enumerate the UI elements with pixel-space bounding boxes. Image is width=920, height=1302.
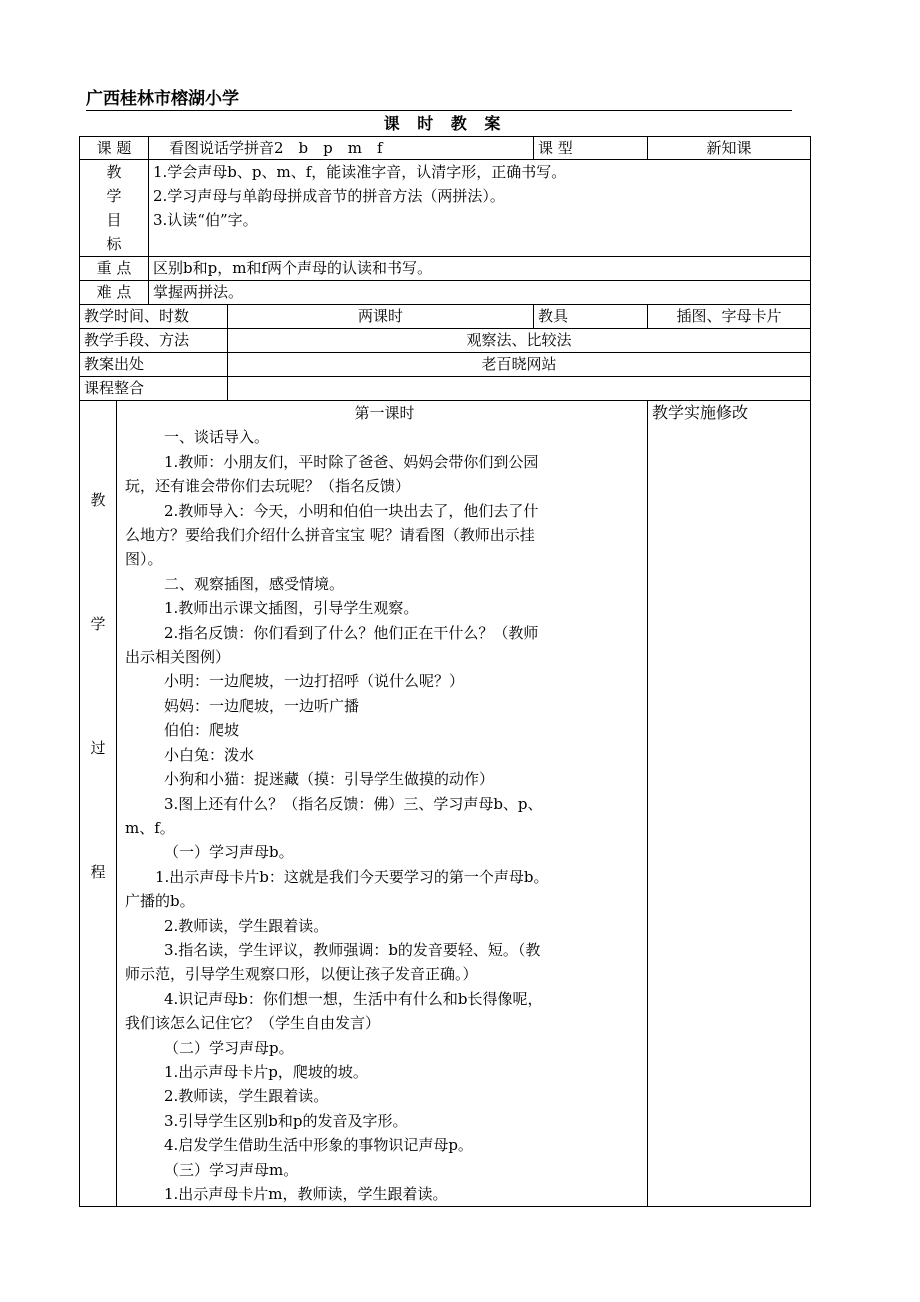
- source-value: 老百晓网站: [228, 353, 811, 377]
- process-line: 图）。: [125, 550, 163, 569]
- process-line: 4.识记声母b：你们想一想，生活中有什么和b长得像呢，: [164, 989, 543, 1008]
- type-label: 课 型: [534, 137, 648, 160]
- process-line: 1.出示声母卡片p，爬坡的坡。: [164, 1062, 368, 1081]
- source-row: [80, 353, 811, 377]
- source-label: 教案出处: [80, 353, 228, 377]
- process-line: 小白兔：泼水: [164, 745, 255, 764]
- topic-value: 看图说话学拼音2 b p m f: [149, 137, 534, 160]
- process-line: 1.出示声母卡片m，教师读，学生跟着读。: [164, 1185, 448, 1203]
- time-row: [80, 305, 811, 329]
- process-line: 妈妈：一边爬坡，一边听广播: [164, 696, 360, 715]
- process-content: [117, 401, 648, 1207]
- process-line: 么地方？要给我们介绍什么拼音宝宝 呢？请看图（教师出示挂: [125, 526, 535, 545]
- process-line: 广播的b。: [125, 892, 195, 911]
- time-label: 教学时间、时数: [80, 305, 228, 329]
- integration-label: 课程整合: [80, 377, 228, 401]
- process-line: 3.图上还有什么？（指名反馈：佛）三、学习声母b、p、: [164, 794, 543, 813]
- tools-label: 教具: [534, 305, 648, 329]
- process-line: 一、谈话导入。: [164, 428, 270, 447]
- process-line: （一）学习声母b。: [164, 843, 294, 862]
- lesson-plan-table: [79, 136, 811, 1207]
- integration-value: [228, 377, 811, 401]
- process-label: 教 学 过 程: [80, 401, 117, 1207]
- goals-row: [80, 160, 811, 257]
- process-line: 1.教师：小朋友们，平时除了爸爸、妈妈会带你们到公园: [164, 452, 539, 471]
- revision-column: 教学实施修改: [648, 401, 811, 1207]
- process-row: [80, 401, 811, 1207]
- process-line: 4.启发学生借助生活中形象的事物识记声母p。: [164, 1136, 473, 1155]
- type-value: 新知课: [648, 137, 811, 160]
- process-line: （三）学习声母m。: [164, 1160, 299, 1179]
- process-line: 师示范，引导学生观察口形，以便让孩子发音正确。）: [125, 965, 478, 984]
- process-line: 伯伯：爬坡: [164, 721, 240, 740]
- process-line: 我们该怎么记住它？（学生自由发言）: [125, 1014, 381, 1033]
- integration-row: [80, 377, 811, 401]
- process-line: 3.指名读，学生评议，教师强调：b的发音要轻、短。（教: [164, 940, 541, 959]
- process-line: 1.教师出示课文插图，引导学生观察。: [164, 599, 419, 618]
- process-line: 小狗和小猫：捉迷藏（摸：引导学生做摸的动作）: [164, 770, 495, 789]
- key-point-label: 重 点: [80, 257, 149, 281]
- topic-label: 课 题: [80, 137, 149, 160]
- method-value: 观察法、比较法: [228, 329, 811, 353]
- method-row: [80, 329, 811, 353]
- goal-item: 2.学习声母与单韵母拼成音节的拼音方法（两拼法）。: [153, 187, 505, 205]
- goal-item: 1.学会声母b、p、m、f，能读准字音，认清字形，正确书写。: [153, 163, 567, 181]
- tools-value: 插图、字母卡片: [648, 305, 811, 329]
- lesson-title: 第一课时: [354, 404, 415, 422]
- difficulty-label: 难 点: [80, 281, 149, 305]
- process-line: 出示相关图例）: [125, 648, 231, 667]
- method-label: 教学手段、方法: [80, 329, 228, 353]
- document-title: 课 时 教 案: [383, 114, 507, 133]
- goals-content: [149, 160, 811, 257]
- topic-row: [80, 137, 811, 160]
- goal-item: 3.认读“伯”字。: [153, 211, 258, 229]
- process-line: 1.出示声母卡片b：这就是我们今天要学习的第一个声母b。: [155, 867, 549, 886]
- process-line: 2.指名反馈：你们看到了什么？他们正在干什么？（教师: [164, 623, 539, 642]
- process-line: 2.教师读，学生跟着读。: [164, 916, 329, 935]
- process-line: 3.引导学生区别b和p的发音及字形。: [164, 1111, 408, 1130]
- process-line: 玩，还有谁会带你们去玩呢？（指名反馈）: [125, 477, 411, 496]
- goals-label: 教 学 目 标: [80, 160, 149, 257]
- process-line: m、f。: [125, 818, 175, 837]
- time-value: 两课时: [228, 305, 534, 329]
- key-point-row: [80, 257, 811, 281]
- process-line: （二）学习声母p。: [164, 1038, 294, 1057]
- difficulty-value: 掌握两拼法。: [149, 281, 811, 305]
- difficulty-row: [80, 281, 811, 305]
- process-line: 2.教师导入：今天，小明和伯伯一块出去了，他们去了什: [164, 501, 539, 520]
- key-point-value: 区别b和p，m和f两个声母的认读和书写。: [149, 257, 811, 281]
- school-name: 广西桂林市榕湖小学: [86, 88, 792, 111]
- process-line: 小明：一边爬坡，一边打招呼（说什么呢？）: [164, 672, 465, 691]
- process-line: 2.教师读，学生跟着读。: [164, 1087, 329, 1106]
- process-line: 二、观察插图，感受情境。: [164, 574, 345, 593]
